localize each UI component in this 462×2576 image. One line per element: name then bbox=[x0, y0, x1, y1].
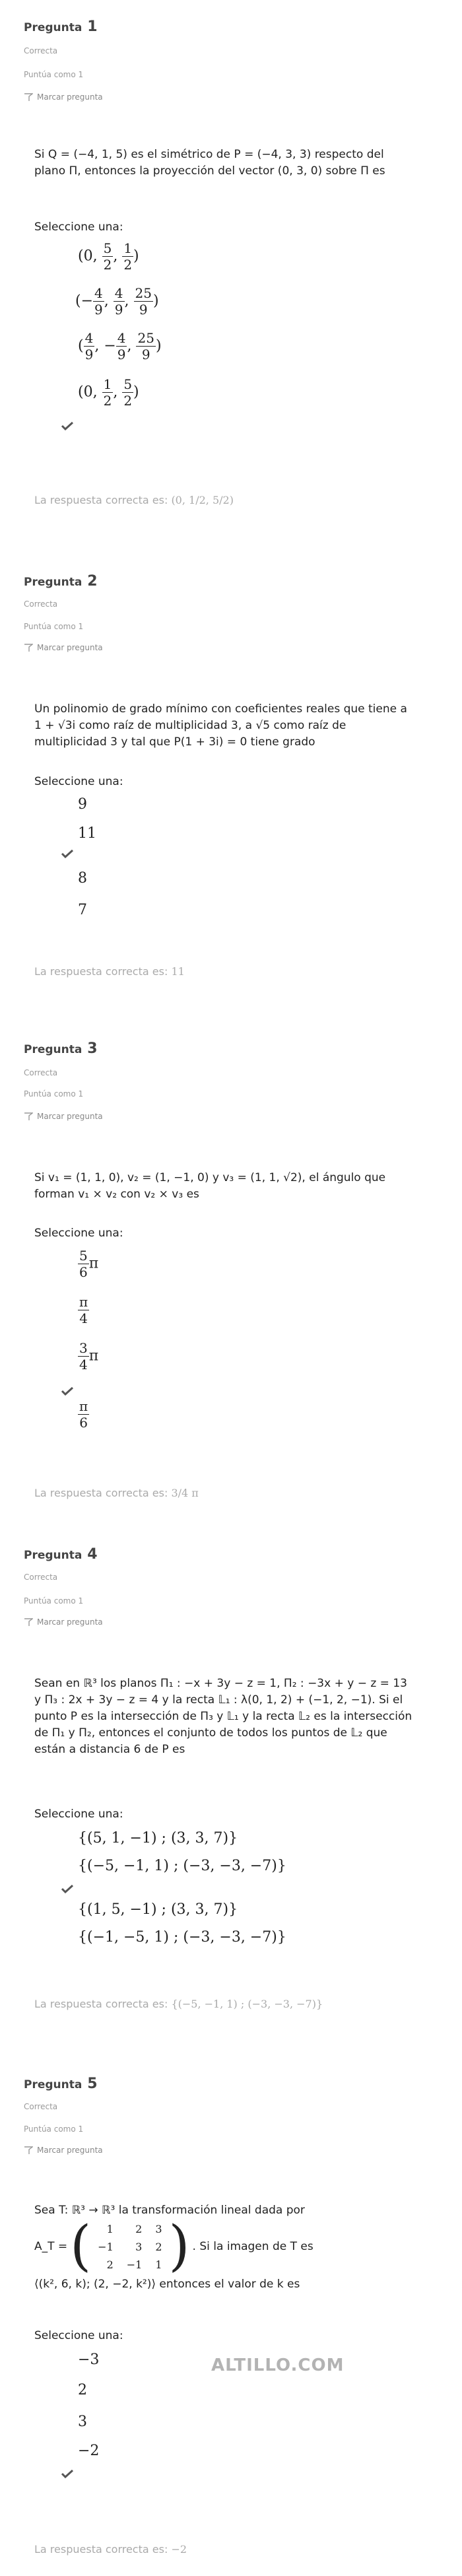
flag-question-link[interactable]: Marcar pregunta bbox=[24, 643, 103, 652]
question-3 bbox=[0, 1017, 462, 1532]
option-3[interactable]: ( $\frac{4}{9}$ , − $\frac{4}{9}$ , $\frac{25}{9}$ ) bbox=[78, 330, 162, 362]
flag-icon bbox=[24, 643, 33, 652]
question-text-line-3: ⟨(k², 6, k); (2, −2, k²)⟩ entonces el valor de k es bbox=[34, 2278, 300, 2291]
watermark-logo: ALTILLO.COM bbox=[211, 2356, 345, 2375]
option-2[interactable]: 11 bbox=[78, 825, 96, 842]
question-state: Correcta bbox=[24, 1573, 58, 1582]
option-1[interactable]: (0, $\frac{5}{2}$ , $\frac{1}{2}$ ) bbox=[78, 240, 139, 273]
option-3[interactable]: 8 bbox=[78, 870, 87, 887]
question-4 bbox=[0, 1518, 462, 2047]
correct-answer: La respuesta correcta es: 11 bbox=[34, 965, 185, 978]
matrix: ( 1 2 3 −1 3 2 2 −1 1 ) bbox=[70, 2215, 190, 2278]
question-number: Pregunta 2 bbox=[24, 573, 98, 590]
correct-answer: La respuesta correcta es: {(−5, −1, 1) ; (−3, −3, −7)} bbox=[34, 1998, 323, 2010]
question-text: Si Q = (−4, 1, 5) es el simétrico de P = (−4, 3, 3) respecto del plano Π, entonces la proyección del vector (0, 3, 0) sobre Π es bbox=[34, 148, 385, 178]
check-icon bbox=[61, 1386, 74, 1396]
option-2[interactable]: (− $\frac{4}{9}$ , $\frac{4}{9}$ , $\frac{25}{9}$ ) bbox=[75, 285, 159, 318]
question-text: Sean en ℝ³ los planos Π₁ : −x + 3y − z = 1, Π₂ : −3x + y − z = 13 y Π₃ : 2x + 3y − z = 4 y la recta 𝕃₁ : λ(0, 1, 2) + (−1, 2, −1). Si el punto P es la intersección de Π₃ y 𝕃₁ y la recta 𝕃₂ es la intersección de Π₁ y Π₂, entonces el conjunto de todos los puntos de 𝕃₂ que están a distancia 6 de P es bbox=[34, 1677, 412, 1756]
correct-answer: La respuesta correcta es: 3/4 π bbox=[34, 1487, 199, 1499]
option-2[interactable]: $\frac{\pi}{4}$ bbox=[79, 1294, 88, 1326]
question-2 bbox=[0, 555, 462, 1017]
option-1[interactable]: {(5, 1, −1) ; (3, 3, 7)} bbox=[78, 1830, 238, 1847]
question-1 bbox=[0, 0, 462, 528]
option-4[interactable]: 7 bbox=[78, 902, 87, 918]
option-4[interactable]: {(−1, −5, 1) ; (−3, −3, −7)} bbox=[78, 1929, 286, 1946]
question-number: Pregunta 5 bbox=[24, 2076, 98, 2092]
question-score: Puntúa como 1 bbox=[24, 1089, 84, 1099]
option-2[interactable]: {(−5, −1, 1) ; (−3, −3, −7)} bbox=[78, 1858, 286, 1874]
question-state: Correcta bbox=[24, 599, 58, 609]
flag-question-link[interactable]: Marcar pregunta bbox=[24, 1112, 103, 1121]
question-state: Correcta bbox=[24, 1068, 58, 1077]
option-3[interactable]: 3 bbox=[78, 2414, 87, 2430]
flag-question-link[interactable]: Marcar pregunta bbox=[24, 2146, 103, 2155]
option-1[interactable]: 9 bbox=[78, 796, 87, 813]
question-score: Puntúa como 1 bbox=[24, 70, 84, 79]
flag-icon bbox=[24, 1617, 33, 1627]
check-icon bbox=[61, 421, 74, 430]
select-one-label: Seleccione una: bbox=[34, 2329, 123, 2342]
check-icon bbox=[61, 2469, 74, 2478]
correct-answer: La respuesta correcta es: −2 bbox=[34, 2543, 187, 2556]
check-icon bbox=[61, 849, 74, 858]
select-one-label: Seleccione una: bbox=[34, 775, 123, 788]
question-matrix-line: A_T = ( 1 2 3 −1 3 2 2 −1 1 ) . Si la imagen de T es bbox=[34, 2215, 314, 2278]
question-state: Correcta bbox=[24, 2102, 58, 2111]
option-3[interactable]: $\frac{3}{4}$ π bbox=[79, 1340, 99, 1373]
question-score: Puntúa como 1 bbox=[24, 2124, 84, 2134]
question-5 bbox=[0, 2047, 462, 2576]
option-1[interactable]: −3 bbox=[78, 2352, 100, 2368]
option-4[interactable]: −2 bbox=[78, 2443, 100, 2459]
option-4[interactable]: (0, $\frac{1}{2}$ , $\frac{5}{2}$ ) bbox=[78, 376, 139, 409]
option-1[interactable]: $\frac{5}{6}$ π bbox=[79, 1248, 99, 1280]
correct-answer: La respuesta correcta es: (0, 1/2, 5/2) bbox=[34, 494, 234, 506]
select-one-label: Seleccione una: bbox=[34, 1808, 123, 1821]
option-3[interactable]: {(1, 5, −1) ; (3, 3, 7)} bbox=[78, 1901, 238, 1918]
question-number: Pregunta 4 bbox=[24, 1546, 98, 1563]
flag-question-link[interactable]: Marcar pregunta bbox=[24, 92, 103, 102]
question-score: Puntúa como 1 bbox=[24, 1596, 84, 1606]
question-score: Puntúa como 1 bbox=[24, 622, 84, 631]
flag-question-link[interactable]: Marcar pregunta bbox=[24, 1617, 103, 1627]
select-one-label: Seleccione una: bbox=[34, 1227, 123, 1240]
question-text: Un polinomio de grado mínimo con coeficientes reales que tiene a 1 + √3i como raíz de multiplicidad 3, a √5 como raíz de multiplicidad 3 y tal que P(1 + 3i) = 0 tiene grado bbox=[34, 702, 407, 749]
check-icon bbox=[61, 1884, 74, 1893]
question-text: Si v₁ = (1, 1, 0), v₂ = (1, −1, 0) y v₃ = (1, 1, √2), el ángulo que forman v₁ × v₂ con v₂ × v₃ es bbox=[34, 1171, 386, 1201]
select-one-label: Seleccione una: bbox=[34, 220, 123, 234]
question-number: Pregunta 3 bbox=[24, 1040, 98, 1057]
flag-icon bbox=[24, 92, 33, 102]
option-4[interactable]: $\frac{\pi}{6}$ bbox=[79, 1398, 88, 1431]
question-number: Pregunta 1 bbox=[24, 18, 98, 35]
flag-icon bbox=[24, 2146, 33, 2155]
question-state: Correcta bbox=[24, 46, 58, 55]
option-2[interactable]: 2 bbox=[78, 2382, 87, 2398]
flag-icon bbox=[24, 1112, 33, 1121]
question-text-line-1: Sea T: ℝ³ → ℝ³ la transformación lineal dada por bbox=[34, 2204, 305, 2217]
